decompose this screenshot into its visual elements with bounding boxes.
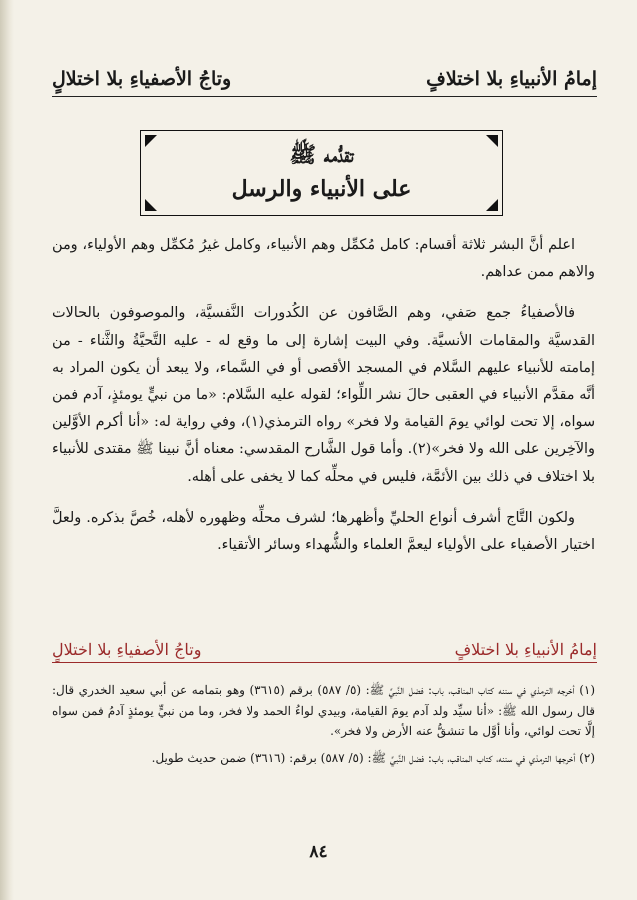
page-number: ٨٤ bbox=[309, 842, 328, 862]
paragraph: ولكون التَّاج أشرف أنواع الحليِّ وأظهرها؛ لشرف محلِّه وظهوره لأهله، خُصَّ بذكره. ولعلَّ اختيار الأصفياء على الأولياء ليعمَّ العلماء والشُّهداء وسائر الأتقياء. bbox=[52, 509, 595, 554]
footnotes bbox=[52, 680, 595, 774]
footnote-header-right: إمامُ الأنبياءِ بلا اختلافٍ bbox=[454, 639, 597, 659]
chapter-title-line1: تقدُّمه ﷺ bbox=[289, 142, 354, 168]
footnote bbox=[52, 748, 595, 769]
footnote-header bbox=[52, 636, 597, 663]
running-header-right: إمامُ الأنبياءِ بلا اختلافٍ bbox=[426, 68, 597, 90]
chapter-title-box bbox=[140, 130, 503, 216]
chapter-title-line2: على الأنبياء والرسل bbox=[231, 176, 412, 202]
paragraph: اعلم أنَّ البشر ثلاثة أقسام: كامل مُكمِّل وهم الأنبياء، وكامل غيرُ مُكمِّل وهم الأولياء، ومن والاهم ممن عداهم. bbox=[52, 237, 595, 281]
page-spine-shadow bbox=[0, 0, 14, 900]
main-text bbox=[52, 232, 595, 573]
footnote-number: (٢) bbox=[579, 750, 595, 765]
paragraph: فالأصفياءُ جمع صَفي، وهم الصَّافون عن الكُدورات النَّفسيَّة، والموصوفون بالحالات القدسيَّة والمقامات الأنسيَّة. وفي البيت إشارة إلى ما وقع له - عليه التَّحيَّةُ والثَّناء - من إمامته للأنبياء عليهم السَّلام في المسجد الأقصى أو في السَّماء، ولا يبعد أن يكون المراد به أنَّه مقدَّم الأنبياء في العقبى حالَ نشر اللِّواء؛ لقوله عليه السَّلام: «ما من نبيٍّ يومئذٍ، آدم فمن سواه، إلا تحت لوائي يومَ القيامة ولا فخر» رواه الترمذي(١)، وفي رواية له: «أنا أكرم الأوَّلين والآخِرين على الله ولا فخر»(٢). وأما قول الشَّارح المقدسي: معناه أنَّ نبينا ﷺ مقتدى للأنبياء بلا اختلاف في ذلك بين الأئمَّة، فليس في محلِّه كما لا يخفى على أهله. bbox=[52, 305, 596, 485]
footnote bbox=[52, 680, 595, 742]
footnote-text: أخرجها الترمذي في سننه، كتاب المناقب، باب: فضل النَّبيِّ ﷺ: (٥/ ٥٨٧) برقم: (٣٦١٦) ضمن حديث طويل. bbox=[151, 750, 576, 765]
footnote-header-left: وتاجُ الأصفياءِ بلا اختلالٍ bbox=[52, 639, 202, 659]
running-header bbox=[52, 62, 597, 97]
footnote-text: أخرجه الترمذي في سننه كتاب المناقب، باب: فضل النَّبيِّ ﷺ: (٥/ ٥٨٧) برقم (٣٦١٥) وهو بتمامه عن أبي سعيد الخدري قال: قال رسول الله ﷺ: «أنا سيِّد ولد آدم يومَ القيامة، وبيدي لواءُ الحمد ولا فخر، وما من نبيٍّ يومئذٍ آدمُ فمن سواه إلَّا تحت لوائي، وأنا أوَّل ما تنشقُّ عنه الأرض ولا فخر». bbox=[52, 683, 595, 738]
running-header-left: وتاجُ الأصفياءِ بلا اختلالٍ bbox=[52, 68, 232, 90]
footnote-number: (١) bbox=[579, 683, 596, 697]
